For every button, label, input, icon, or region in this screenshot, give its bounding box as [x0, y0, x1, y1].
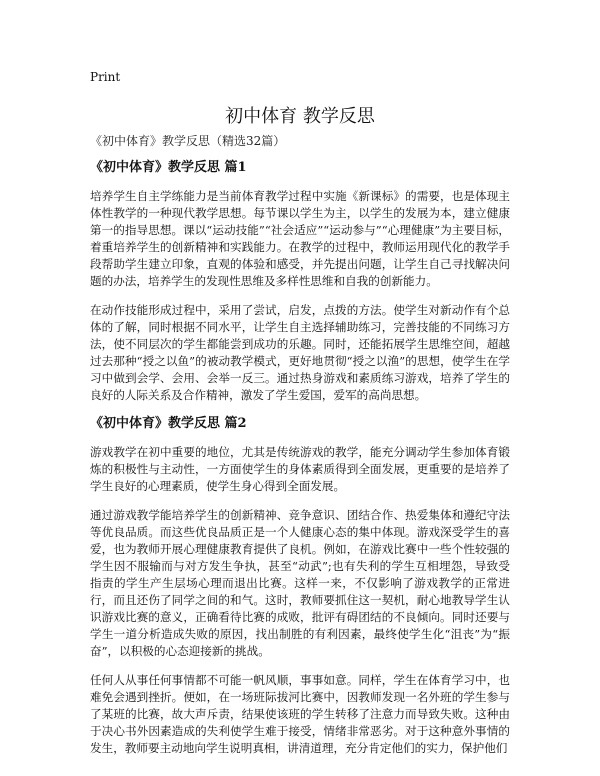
- document-body: [90, 160, 510, 769]
- paragraph: 通过游戏教学能培养学生的创新精神、竞争意识、团结合作、热爱集体和遵纪守法等优良品质。而这些优良品质正是一个人健康心态的集中体现。游戏深受学生的喜爱，也为教师开展心理健康教育提供了良机。例如，在游戏比赛中一些个性较强的学生因不服输而与对方发生争执，甚至“动武”;也有失利的学生互相埋怨，导致受指责的学生产生层场心理而退出比赛。这样一来，不仅影响了游戏教学的正常进行，而且还伤了同学之间的和气。这时，教师要抓住这一契机，耐心地教导学生认识游戏比赛的意义，正确看待比赛的成败，批评有碍团结的不良倾向。同时还要与学生一道分析造成失败的原因，找出制胜的有利因素，最终使学生化“沮丧”为“振奋”，以积极的心态迎接新的挑战。: [90, 508, 510, 658]
- paragraph: 任何人从事任何事情都不可能一帆风顺，事事如意。同样，学生在体育学习中，也难免会遇到挫折。便如，在一场班际拔河比赛中，因教师发现一名外班的学生参与了某班的比赛，故大声斥责，结果使该班的学生转移了注意力而导致失败。这种由于决心书外因素造成的失利使学生难于接受，情绪非常恶劣。对于这种意外事情的发生，教师要主动地向学生说明真相，讲清道理，充分肯定他们的实力，保护他们: [90, 673, 510, 755]
- document-subtitle: 《初中体育》教学反思（精选32篇）: [90, 134, 286, 148]
- page-title: 初中体育 教学反思: [225, 106, 375, 127]
- paragraph: 游戏教学在初中重要的地位，尤其是传统游戏的教学，能充分调动学生参加体育锻炼的积极性与主动性，一方面使学生的身体素质得到全面发展，更重要的是培养了学生良好的心理素质，使学生身心得到全面发展。: [90, 445, 510, 493]
- section-heading: 《初中体育》教学反思 篇2: [90, 416, 247, 431]
- print-label[interactable]: Print: [90, 70, 121, 84]
- paragraph: 培养学生自主学练能力是当前体育教学过程中实施《新课标》的需要，也是体现主体性教学的一种现代教学思想。每节课以学生为主，以学生的发展为本，建立健康第一的指导思想。课以“运动技能”“社会适应”“运动参与”“心理健康”为主要目标，着重培养学生的创新精神和实践能力。在教学的过程中，教师运用现代化的教学手段帮助学生建立印象，直观的体验和感受，并先提出问题，让学生自己寻找解决问题的办法，培养学生的发现性思维及多样性思维和自我的创新能力。: [90, 189, 510, 288]
- paragraph: 在动作技能形成过程中，采用了尝试，启发，点拨的方法。使学生对新动作有个总体的了解，同时根据不同水平，让学生自主选择辅助练习，完善技能的不同练习方法，使不同层次的学生都能尝到成功的乐趣。同时，还能拓展学生思维空间，超越过去那种“授之以鱼”的被动教学模式，更好地贯彻“授之以渔”的思想，使学生在学习中做到会学、会用、会举一反三。通过热身游戏和素质练习游戏，培养了学生的良好的人际关系及合作精神，激发了学生爱国，爱军的高尚思想。: [90, 303, 510, 402]
- section-heading: 《初中体育》教学反思 篇1: [90, 160, 247, 175]
